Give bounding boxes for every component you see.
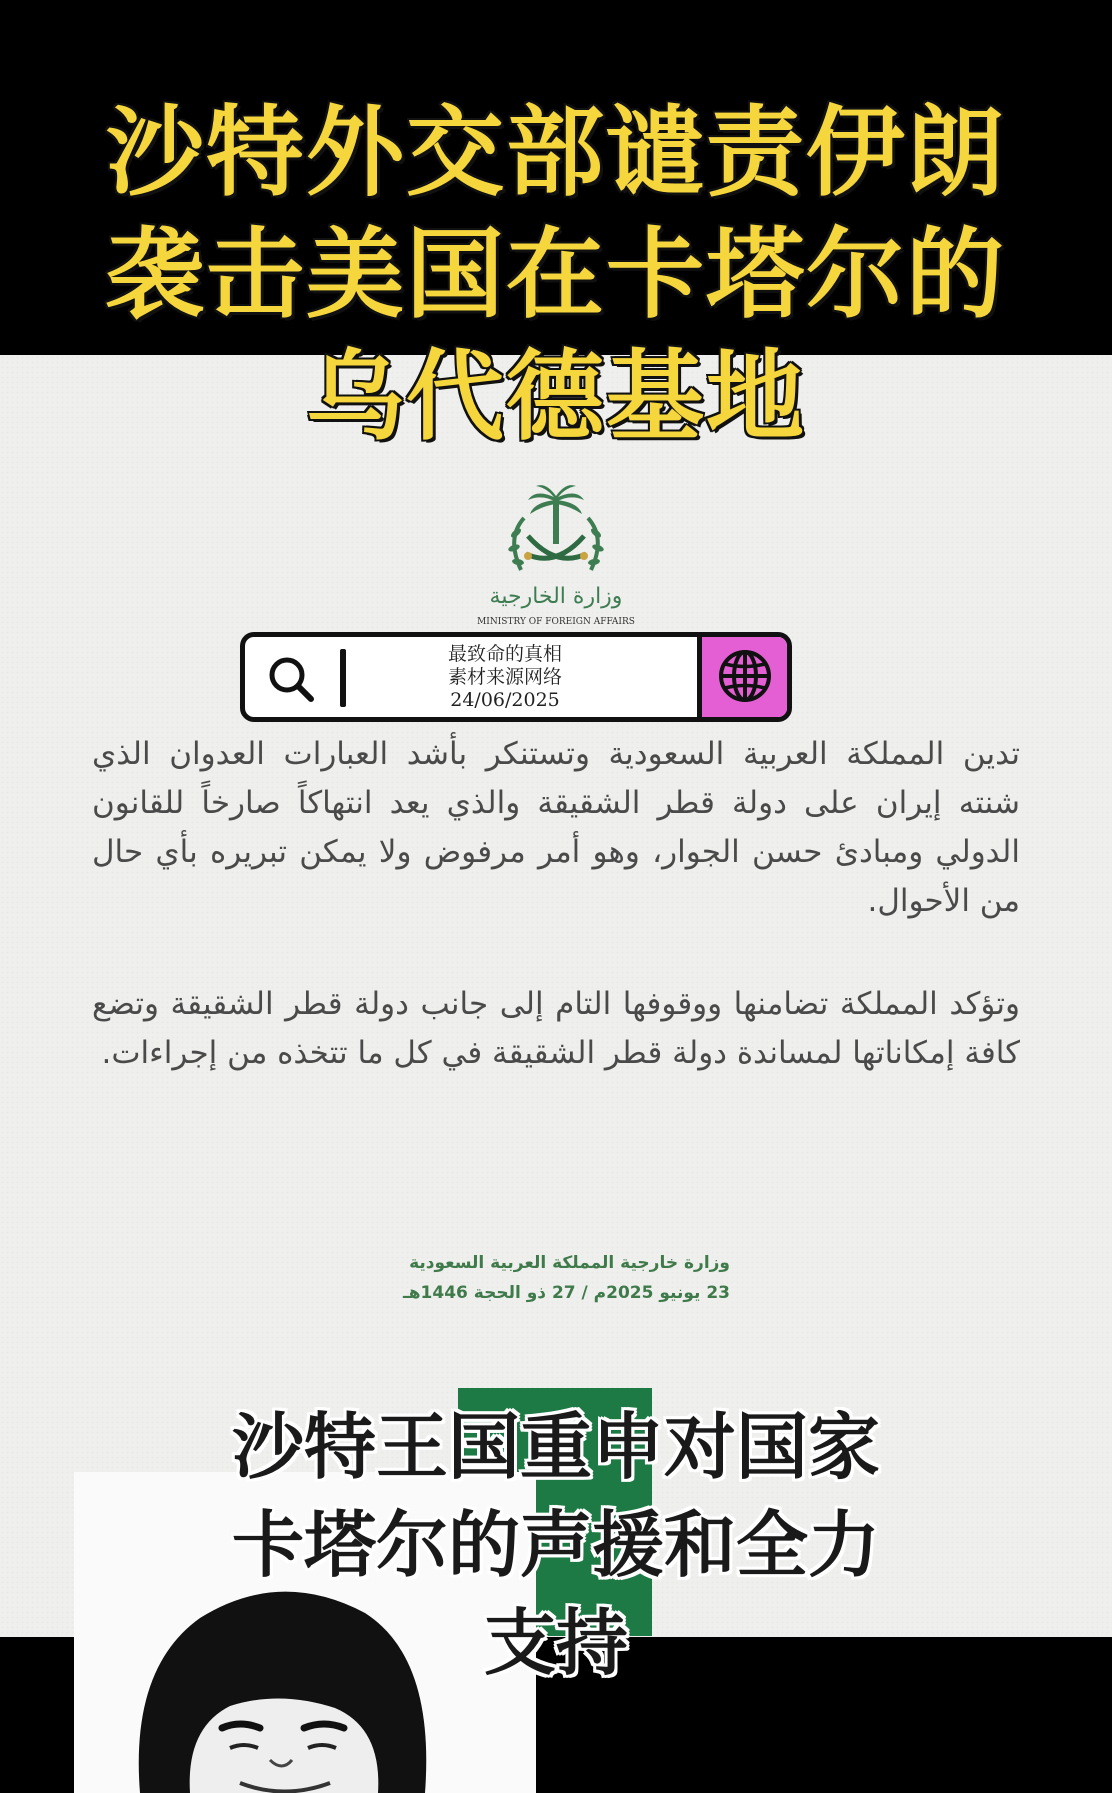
- ministry-english-name: MINISTRY OF FOREIGN AFFAIRS: [477, 617, 635, 627]
- search-date: 24/06/2025: [450, 689, 560, 711]
- caption-line-1: 沙特王国重申对国家: [231, 1405, 880, 1489]
- caption-line-2: 卡塔尔的声援和全力: [231, 1503, 880, 1587]
- headline-line-2: 袭击美国在卡塔尔的: [105, 218, 1006, 332]
- headline: [0, 92, 1112, 458]
- text-caret: [340, 649, 346, 707]
- search-field-text[interactable]: [355, 643, 655, 712]
- globe-icon: [716, 647, 774, 705]
- statement-paragraph-1: تدين المملكة العربية السعودية وتستنكر بأشد العبارات العدوان الذي شنته إيران على دولة قطر الشقيقة والذي يعد انتهاكاً صارخاً للقانون الدولي ومبادئ حسن الجوار، وهو أمر مرفوض ولا يمكن تبريره بأي حال من الأحوال.: [92, 736, 1020, 919]
- headline-line-3: 乌代德基地: [305, 340, 806, 454]
- headline-line-1: 沙特外交部谴责伊朗: [105, 96, 1006, 210]
- caption-line-3: 支持: [483, 1601, 628, 1685]
- signature-date: 23 يونيو 2025م / 27 ذو الحجة 1446هـ: [402, 1283, 730, 1303]
- globe-button[interactable]: [697, 637, 787, 717]
- search-line-1: 最致命的真相: [447, 643, 562, 665]
- signature-ministry: وزارة خارجية المملكة العربية السعودية: [409, 1253, 730, 1273]
- statement-signature: [360, 1248, 730, 1308]
- ministry-emblem-icon: [476, 478, 636, 628]
- search-icon[interactable]: [263, 651, 319, 707]
- statement-paragraph-2: وتؤكد المملكة تضامنها ووقوفها التام إلى جانب دولة قطر الشقيقة وتضع كافة إمكاناتها لمساندة دولة قطر الشقيقة في كل ما تتخذه من إجراءات.: [92, 986, 1020, 1071]
- caption: [0, 1398, 1112, 1692]
- search-line-2: 素材来源网络: [447, 666, 562, 688]
- ministry-arabic-name: وزارة الخارجية: [489, 584, 623, 609]
- search-bar[interactable]: [240, 632, 792, 722]
